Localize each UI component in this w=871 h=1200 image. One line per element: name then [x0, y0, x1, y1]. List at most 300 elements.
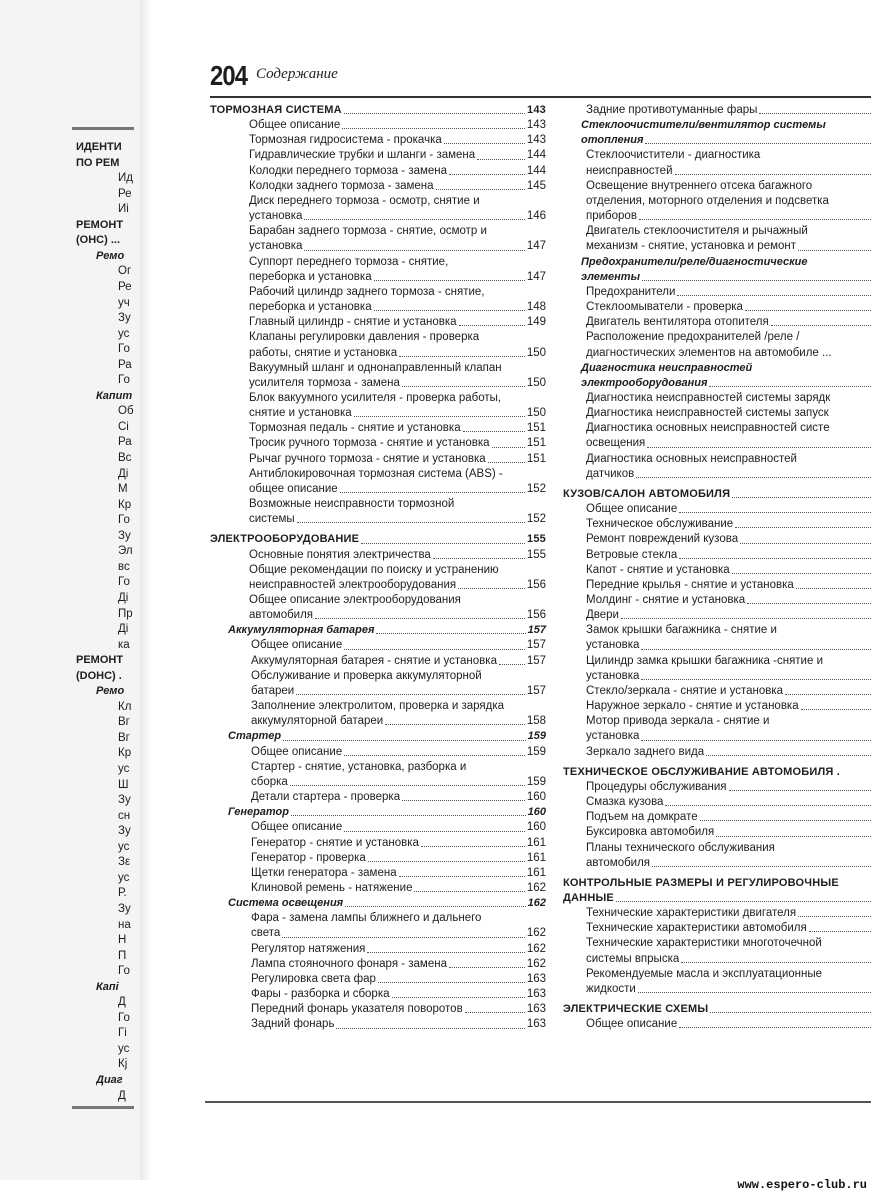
- dot-leader: [679, 558, 871, 559]
- toc-page-number: 156: [526, 578, 546, 591]
- toc-page-number: 160: [526, 821, 546, 834]
- toc-entry-title: Диагностика неисправностей системы запуск: [586, 407, 829, 420]
- toc-entry[interactable]: [563, 391, 871, 406]
- toc-entry-title: установка: [586, 730, 640, 743]
- toc-entry[interactable]: [563, 1017, 871, 1032]
- toc-entry-title: Антиблокировочная тормозная система (ABS) -: [249, 467, 503, 480]
- toc-page-number: 158: [526, 715, 546, 728]
- toc-entry[interactable]: [210, 866, 546, 881]
- toc-entry-title: Общее описание: [251, 745, 343, 758]
- toc-entry-title: Смазка кузова: [586, 796, 664, 809]
- toc-entry[interactable]: [210, 239, 546, 254]
- toc-entry[interactable]: [210, 972, 546, 987]
- toc-page-number: 160: [527, 806, 546, 819]
- toc-entry-title: Стеклоомыватели - проверка: [586, 301, 743, 314]
- toc-page-number: 162: [526, 927, 546, 940]
- toc-entry-title: Предохранители: [586, 285, 676, 298]
- toc-entry[interactable]: [563, 548, 871, 563]
- dot-leader: [296, 694, 525, 695]
- toc-entry[interactable]: [210, 315, 546, 330]
- toc-entry[interactable]: [210, 270, 546, 285]
- toc-entry-title: Колодки переднего тормоза - замена: [249, 164, 448, 177]
- dot-leader: [283, 740, 526, 741]
- toc-entry[interactable]: [210, 330, 546, 345]
- dot-leader: [392, 997, 525, 998]
- dot-leader: [641, 740, 871, 741]
- toc-entry-title: автомобиля: [586, 856, 651, 869]
- toc-entry-title: диагностических элементов на автомобиле ...: [586, 346, 832, 359]
- toc-section[interactable]: [210, 103, 546, 118]
- toc-entry[interactable]: [563, 421, 871, 436]
- toc-entry-title: Зеркало заднего вида: [586, 745, 705, 758]
- toc-entry-title: света: [251, 927, 281, 940]
- toc-entry[interactable]: [210, 482, 546, 497]
- dot-leader: [636, 477, 871, 478]
- toc-entry[interactable]: [563, 532, 871, 547]
- strip-line: Го: [118, 576, 130, 589]
- toc-page-number: 151: [526, 437, 546, 450]
- strip-line: ПО РЕМ: [76, 156, 120, 169]
- toc-entry-title: Тросик ручного тормоза - снятие и установка: [249, 437, 490, 450]
- dot-leader: [616, 901, 871, 902]
- toc-entry[interactable]: [563, 699, 871, 714]
- toc-entry-title: Система освещения: [228, 897, 344, 910]
- toc-subsection[interactable]: [210, 729, 546, 744]
- toc-entry[interactable]: [210, 421, 546, 436]
- page-number: 204: [210, 60, 248, 91]
- toc-entry[interactable]: [210, 745, 546, 760]
- toc-entry[interactable]: [563, 654, 871, 669]
- toc-entry-title: Расположение предохранителей /реле /: [586, 331, 800, 344]
- toc-entry[interactable]: [210, 452, 546, 467]
- toc-entry-title: Главный цилиндр - снятие и установка: [249, 316, 457, 329]
- toc-page-number: 163: [526, 972, 546, 985]
- toc-entry[interactable]: [210, 593, 546, 608]
- toc-entry-title: датчиков: [586, 467, 635, 480]
- toc-page-number: 144: [526, 149, 546, 162]
- toc-entry-title: Лампа стояночного фонаря - замена: [251, 957, 447, 970]
- strip-line: Го: [118, 1011, 130, 1024]
- strip-line: Ра: [118, 436, 132, 449]
- toc-entry-title: Стеклоочистители/вентилятор системы: [581, 119, 826, 132]
- toc-entry[interactable]: [563, 921, 871, 936]
- toc-entry[interactable]: [563, 578, 871, 593]
- strip-line: П: [118, 949, 127, 962]
- toc-section[interactable]: [563, 891, 871, 906]
- toc-page-number: 155: [527, 533, 546, 546]
- toc-entry[interactable]: [210, 654, 546, 669]
- dot-leader: [652, 866, 871, 867]
- toc-entry[interactable]: [563, 502, 871, 517]
- toc-entry-title: Процедуры обслуживания: [586, 780, 727, 793]
- toc-entry-title: КУЗОВ/САЛОН АВТОМОБИЛЯ: [563, 487, 731, 500]
- toc-entry-title: аккумуляторной батареи: [251, 715, 384, 728]
- toc-entry-title: Диагностика неисправностей системы зарядк: [586, 391, 831, 404]
- strip-line: ус: [118, 327, 130, 340]
- toc-entry-title: автомобиля: [249, 609, 314, 622]
- strip-line: ка: [118, 638, 130, 651]
- dot-leader: [732, 497, 871, 498]
- toc-section[interactable]: [563, 876, 871, 891]
- toc-entry[interactable]: [210, 133, 546, 148]
- toc-entry[interactable]: [563, 841, 871, 856]
- toc-subsection[interactable]: [563, 118, 871, 133]
- toc-entry-title: Аккумуляторная батарея: [228, 624, 375, 637]
- toc-entry-title: Замок крышки багажника - снятие и: [586, 624, 777, 637]
- toc-entry-title: Стеклоочистители - диагностика: [586, 149, 761, 162]
- dot-leader: [344, 113, 525, 114]
- toc-subsection[interactable]: [563, 361, 871, 376]
- toc-entry[interactable]: [563, 810, 871, 825]
- strip-line: Ді: [118, 591, 129, 604]
- toc-entry[interactable]: [210, 467, 546, 482]
- strip-line: Кл: [118, 700, 132, 713]
- toc-entry[interactable]: [563, 517, 871, 532]
- toc-entry[interactable]: [210, 179, 546, 194]
- toc-section[interactable]: [210, 532, 546, 547]
- toc-subsection[interactable]: [563, 133, 871, 148]
- strip-line: Кр: [118, 498, 132, 511]
- toc-entry-title: Диагностика основных неисправностей: [586, 452, 797, 465]
- dot-leader: [735, 527, 871, 528]
- page-header: [210, 60, 338, 92]
- toc-entry-title: снятие и установка: [249, 407, 352, 420]
- strip-line: сн: [118, 809, 131, 822]
- toc-entry-title: Цилиндр замка крышки багажника -снятие и: [586, 654, 823, 667]
- dot-leader: [679, 512, 871, 513]
- dot-leader: [647, 447, 871, 448]
- toc-entry-title: Колодки заднего тормоза - замена: [249, 179, 434, 192]
- toc-entry[interactable]: [563, 239, 871, 254]
- toc-page-number: 155: [526, 548, 546, 561]
- dot-leader: [706, 755, 871, 756]
- toc-entry-title: отопления: [581, 134, 644, 147]
- toc-subsection[interactable]: [210, 805, 546, 820]
- toc-entry[interactable]: [563, 593, 871, 608]
- toc-entry[interactable]: [563, 148, 871, 163]
- dot-leader: [340, 492, 525, 493]
- toc-entry[interactable]: [563, 714, 871, 729]
- toc-subsection[interactable]: [563, 270, 871, 285]
- toc-entry[interactable]: [210, 911, 546, 926]
- toc-entry[interactable]: [563, 952, 871, 967]
- toc-entry[interactable]: [210, 684, 546, 699]
- toc-entry[interactable]: [563, 315, 871, 330]
- toc-entry[interactable]: [210, 836, 546, 851]
- toc-entry-title: Гидравлические трубки и шланги - замена: [249, 149, 476, 162]
- toc-entry-title: системы впрыска: [586, 952, 680, 965]
- toc-entry[interactable]: [563, 194, 871, 209]
- toc-entry-title: системы: [249, 513, 295, 526]
- toc-entry-title: Технические характеристики автомобиля: [586, 922, 807, 935]
- dot-leader: [449, 967, 525, 968]
- toc-entry-title: Клапаны регулировки давления - проверка: [249, 331, 480, 344]
- toc-entry[interactable]: [563, 103, 871, 118]
- dot-leader: [291, 815, 526, 816]
- dot-leader: [354, 416, 525, 417]
- toc-entry[interactable]: [210, 224, 546, 239]
- toc-entry[interactable]: [210, 790, 546, 805]
- toc-entry[interactable]: [563, 745, 871, 760]
- toc-entry[interactable]: [210, 148, 546, 163]
- toc-entry[interactable]: [563, 164, 871, 179]
- dot-leader: [665, 805, 871, 806]
- toc-entry-title: Барабан заднего тормоза - снятие, осмотр и: [249, 225, 487, 238]
- toc-entry-title: Заполнение электролитом, проверка и зарядка: [251, 700, 505, 713]
- toc-page-number: 150: [526, 346, 546, 359]
- toc-entry[interactable]: [210, 563, 546, 578]
- strip-line: Ре: [118, 187, 132, 200]
- toc-entry[interactable]: [563, 467, 871, 482]
- strip-line: Зε: [118, 856, 131, 869]
- toc-entry-title: Диск переднего тормоза - осмотр, снятие и: [249, 194, 480, 207]
- toc-entry[interactable]: [210, 376, 546, 391]
- strip-line: Вг: [118, 716, 130, 729]
- toc-entry-title: Молдинг - снятие и установка: [586, 594, 746, 606]
- toc-entry-title: ДАННЫЕ: [563, 891, 614, 904]
- toc-entry[interactable]: [210, 881, 546, 896]
- dot-leader: [344, 649, 525, 650]
- dot-leader: [488, 462, 525, 463]
- strip-line: Ре: [118, 280, 132, 293]
- strip-line: Го: [118, 514, 130, 527]
- toc-entry[interactable]: [563, 669, 871, 684]
- toc-entry-title: сборка: [251, 775, 288, 788]
- toc-entry[interactable]: [563, 729, 871, 744]
- toc-entry[interactable]: [563, 300, 871, 315]
- toc-entry-title: Основные понятия электричества: [249, 548, 431, 561]
- toc-entry[interactable]: [210, 300, 546, 315]
- toc-entry[interactable]: [210, 1002, 546, 1017]
- toc-entry[interactable]: [563, 684, 871, 699]
- toc-entry[interactable]: [210, 164, 546, 179]
- toc-entry-title: батареи: [251, 684, 295, 697]
- toc-entry[interactable]: [210, 285, 546, 300]
- toc-entry[interactable]: [210, 497, 546, 512]
- dot-leader: [402, 386, 525, 387]
- strip-line: (OHC) ...: [76, 234, 120, 247]
- toc-entry-title: Ремонт повреждений кузова: [586, 533, 739, 546]
- strip-line: Капі: [96, 980, 119, 993]
- toc-page-number: 162: [526, 957, 546, 970]
- toc-entry[interactable]: [210, 1017, 546, 1032]
- toc-entry-title: Блок вакуумного усилителя - проверка работы,: [249, 391, 502, 404]
- toc-section[interactable]: [563, 487, 871, 502]
- dot-leader: [297, 522, 525, 523]
- toc-entry-title: Передний фонарь указателя поворотов: [251, 1003, 463, 1016]
- toc-entry[interactable]: [210, 926, 546, 941]
- dot-leader: [345, 906, 526, 907]
- toc-page-number: 162: [526, 881, 546, 894]
- toc-page-number: 163: [526, 988, 546, 1001]
- toc-entry[interactable]: [210, 820, 546, 835]
- strip-line: Зу: [118, 902, 131, 915]
- toc-page-number: 163: [526, 1003, 546, 1016]
- toc-entry[interactable]: [210, 436, 546, 451]
- toc-entry-title: Техническое обслуживание: [586, 518, 734, 531]
- toc-entry[interactable]: [563, 406, 871, 421]
- toc-entry[interactable]: [210, 548, 546, 563]
- toc-entry-title: ЭЛЕКТРООБОРУДОВАНИЕ: [210, 533, 360, 546]
- toc-subsection[interactable]: [210, 623, 546, 638]
- dot-leader: [376, 633, 525, 634]
- toc-entry[interactable]: [210, 118, 546, 133]
- strip-line: Го: [118, 343, 130, 356]
- toc-section[interactable]: [563, 765, 871, 780]
- toc-entry[interactable]: [563, 967, 871, 982]
- toc-entry-title: Тормозная гидросистема - прокачка: [249, 134, 442, 147]
- toc-entry-title: механизм - снятие, установка и ремонт: [586, 240, 797, 253]
- toc-entry[interactable]: [563, 330, 871, 345]
- strip-line: Го: [118, 965, 130, 978]
- bottom-rule: [72, 1106, 134, 1109]
- toc-entry-title: Предохранители/реле/диагностические: [581, 255, 808, 268]
- toc-entry-title: Мотор привода зеркала - снятие и: [586, 715, 770, 728]
- dot-leader: [492, 447, 525, 448]
- toc-entry[interactable]: [210, 391, 546, 406]
- toc-entry[interactable]: [210, 699, 546, 714]
- dot-leader: [444, 143, 525, 144]
- toc-page-number: 148: [526, 301, 546, 314]
- page-title: Содержание: [256, 66, 338, 82]
- toc-page-number: 162: [527, 897, 546, 910]
- dot-leader: [675, 174, 871, 175]
- toc-subsection[interactable]: [563, 255, 871, 270]
- toc-entry[interactable]: [563, 936, 871, 951]
- toc-entry-title: Диагностика неисправностей: [581, 361, 753, 374]
- toc-subsection[interactable]: [210, 896, 546, 911]
- toc-entry-title: установка: [249, 210, 303, 223]
- toc-entry[interactable]: [563, 795, 871, 810]
- toc-entry-title: электрооборудования: [581, 376, 708, 389]
- dot-leader: [681, 962, 871, 963]
- dot-leader: [700, 820, 871, 821]
- toc-entry[interactable]: [563, 623, 871, 638]
- toc-entry[interactable]: [210, 406, 546, 421]
- dot-leader: [433, 558, 525, 559]
- dot-leader: [315, 618, 525, 619]
- toc-entry[interactable]: [210, 209, 546, 224]
- toc-entry-title: Щетки генератора - замена: [251, 866, 397, 879]
- strip-line: Вг: [118, 731, 130, 744]
- toc-entry[interactable]: [563, 452, 871, 467]
- dot-leader: [290, 785, 525, 786]
- site-watermark: www.espero-club.ru: [737, 1178, 867, 1192]
- toc-entry[interactable]: [210, 987, 546, 1002]
- toc-entry[interactable]: [210, 512, 546, 527]
- toc-page-number: 149: [526, 316, 546, 329]
- toc-entry[interactable]: [563, 285, 871, 300]
- toc-entry[interactable]: [563, 780, 871, 795]
- toc-entry[interactable]: [563, 179, 871, 194]
- toc-entry-title: Освещение внутреннего отсека багажного: [586, 179, 813, 192]
- toc-entry[interactable]: [210, 608, 546, 623]
- toc-entry[interactable]: [563, 982, 871, 997]
- toc-page-number: 151: [526, 452, 546, 465]
- toc-entry[interactable]: [210, 957, 546, 972]
- toc-entry[interactable]: [563, 825, 871, 840]
- toc-entry[interactable]: [563, 563, 871, 578]
- dot-leader: [304, 250, 524, 251]
- toc-column-2: [563, 103, 871, 1043]
- toc-page-number: 147: [526, 240, 546, 253]
- toc-section[interactable]: [563, 1002, 871, 1017]
- toc-subsection[interactable]: [563, 376, 871, 391]
- strip-line: Ог: [118, 265, 132, 278]
- toc-entry[interactable]: [563, 209, 871, 224]
- toc-entry[interactable]: [210, 775, 546, 790]
- strip-line: Вс: [118, 452, 132, 464]
- toc-entry-title: приборов: [586, 210, 637, 223]
- toc-entry[interactable]: [210, 361, 546, 376]
- toc-entry[interactable]: [210, 760, 546, 775]
- strip-line: уч: [118, 296, 130, 309]
- toc-page-number: 160: [526, 791, 546, 804]
- toc-entry[interactable]: [210, 578, 546, 593]
- strip-line: Кр: [118, 747, 132, 760]
- dot-leader: [732, 573, 871, 574]
- toc-entry[interactable]: [563, 906, 871, 921]
- toc-entry[interactable]: [210, 669, 546, 684]
- strip-line: Ді: [118, 467, 129, 480]
- toc-entry[interactable]: [563, 346, 871, 361]
- toc-entry[interactable]: [563, 224, 871, 239]
- toc-entry[interactable]: [210, 638, 546, 653]
- toc-entry[interactable]: [210, 942, 546, 957]
- toc-entry-title: Ветровые стекла: [586, 548, 678, 561]
- strip-line: (DOHC) .: [76, 669, 122, 682]
- strip-line: Капит: [96, 389, 133, 402]
- toc-entry-title: жидкости: [586, 982, 636, 995]
- toc-entry[interactable]: [563, 638, 871, 653]
- dot-leader: [677, 295, 871, 296]
- toc-entry-title: переборка и установка: [249, 301, 372, 314]
- dot-leader: [729, 790, 871, 791]
- toc-entry-title: работы, снятие и установка: [249, 346, 398, 359]
- toc-entry[interactable]: [563, 608, 871, 623]
- toc-page-number: 161: [526, 866, 546, 879]
- toc-page-number: 147: [526, 270, 546, 283]
- strip-line: Кј: [118, 1058, 128, 1071]
- toc-entry[interactable]: [563, 436, 871, 451]
- footer-rule: [205, 1101, 871, 1103]
- toc-entry[interactable]: [210, 194, 546, 209]
- toc-entry-title: Фара - замена лампы ближнего и дальнего: [251, 912, 482, 925]
- toc-entry[interactable]: [210, 714, 546, 729]
- strip-line: Н: [118, 934, 127, 947]
- strip-line: ИДЕНТИ: [76, 141, 122, 153]
- dot-leader: [374, 280, 525, 281]
- strip-line: Ид: [118, 172, 133, 185]
- dot-leader: [801, 709, 871, 710]
- dot-leader: [709, 386, 871, 387]
- toc-entry[interactable]: [563, 856, 871, 871]
- toc-entry-title: Обслуживание и проверка аккумуляторной: [251, 669, 482, 682]
- toc-entry-title: Рабочий цилиндр заднего тормоза - снятие,: [249, 285, 485, 298]
- toc-entry-title: Фары - разборка и сборка: [251, 988, 390, 1001]
- toc-entry-title: Рекомендуемые масла и эксплуатационные: [586, 967, 823, 980]
- toc-entry[interactable]: [210, 851, 546, 866]
- strip-line: Диаг: [96, 1074, 123, 1086]
- dot-leader: [740, 543, 871, 544]
- toc-entry-title: Стартер: [228, 730, 282, 743]
- toc-page-number: 143: [526, 134, 546, 147]
- dot-leader: [809, 931, 871, 932]
- dot-leader: [368, 861, 525, 862]
- toc-entry-title: Детали стартера - проверка: [251, 791, 401, 804]
- toc-entry[interactable]: [210, 255, 546, 270]
- toc-entry[interactable]: [210, 346, 546, 361]
